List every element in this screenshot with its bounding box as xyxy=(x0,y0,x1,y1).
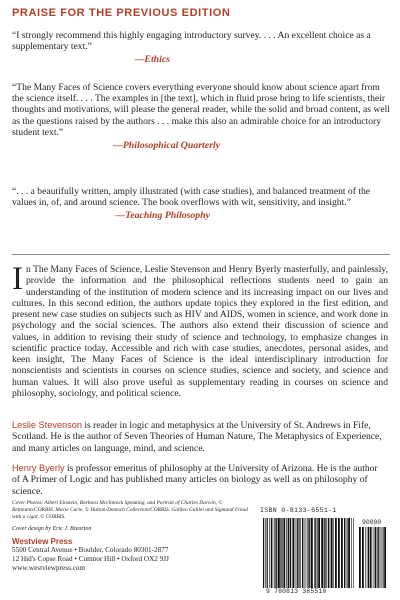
blurb-philosophical-quarterly xyxy=(12,82,390,151)
publisher-website[interactable]: www.westviewpress.com xyxy=(12,564,85,572)
blurb-source: —Philosophical Quarterly xyxy=(113,140,220,152)
section-divider xyxy=(12,254,390,255)
publisher-address-us: 5500 Central Avenue • Boulder, Colorado 80301-2877 xyxy=(12,546,169,554)
author-bio-byerly xyxy=(12,463,388,497)
publisher-address-uk: 12 Hid's Copse Road • Cumnor Hill • Oxford OX2 9JJ xyxy=(12,555,169,563)
photo-credits: Cover Photos: Albert Einstein, Barbara Mcclintock Speaking, and Portrait of Charles Darwin, © Bettmann/CORBIS. Marie Curie, © Hulton-Deutsch Collection/CORBIS. Galileo Galilei and Sigmund Freud with a cigar, © CORBIS. xyxy=(12,500,248,520)
blurb-ethics xyxy=(12,30,390,66)
blurb-source: —Ethics xyxy=(134,54,170,66)
description-text: n The Many Faces of Science, Leslie Stevenson and Henry Byerly masterfully, and painlessly, provide the information and the philosophical reflections students need to gain an understanding of the institution of modern science and its increasing impact on our lives and cultures. In this second edition, the authors update topics they explored in the first edition, and present new case studies on subjects such as HIV and AIDS, women in science, and work done in psychology and the social sciences. The authors also extend their discussion of science and values, in addition to revising their study of science and technology, to emphasize changes in scientific practice today. Accessible and rich with case studies, anecdotes, personal asides, and keen insight, The Many Faces of Science is the ideal interdisciplinary introduction for nonscientists and scientists in courses on science studies, science and society, and science and human values. It will also prove useful as supplementary reading in courses on science and philosophy, sociology, and political science. xyxy=(12,264,388,399)
blurb-quote: “. . . a beautifully written, amply illustrated (with case studies), and balanced treatment of the values in, of, and around science. The book overflows with wit, sensitivity, and insight.” xyxy=(12,186,371,209)
author-bio: is reader in logic and metaphysics at the University of St. Andrews in Fife, Scotland. He is the author of Seven Theories of Human Nature, The Metaphysics of Experience, and many articles on language, mind, and science. xyxy=(12,420,382,454)
author-bio-stevenson xyxy=(12,420,388,454)
author-name: Henry Byerly xyxy=(12,463,65,473)
book-description xyxy=(12,261,388,399)
praise-heading: PRAISE FOR THE PREVIOUS EDITION xyxy=(12,7,231,19)
barcode-addon-number: 90000 xyxy=(362,519,382,526)
design-credit: Cover design by Eric J. Brearton xyxy=(12,526,92,532)
blurb-quote: “The Many Faces of Science covers everything everyone should know about science apart from the science itself. . . . The examples in [the text], which in fluid prose bring to life scientists, their thoughts and motivations, will please the general reader, while the solid and broad content, as well as the questions raised by the authors . . . make this also an admirable choice for an introductory student text.” xyxy=(12,82,390,138)
drop-cap: I xyxy=(12,261,23,297)
blurb-source: —Teaching Philosophy xyxy=(115,210,210,222)
barcode-addon-icon xyxy=(358,527,388,588)
publisher-name: Westview Press xyxy=(12,537,73,546)
barcode-icon xyxy=(262,518,356,588)
blurb-teaching-philosophy xyxy=(12,186,390,222)
isbn-label: ISBN 0-8133-6551-1 xyxy=(260,507,337,514)
author-name: Leslie Stevenson xyxy=(12,420,82,430)
barcode-number: 9 780813 365510 xyxy=(266,588,327,595)
blurb-quote: “I strongly recommend this highly engaging introductory survey. . . . An excellent choice as a supplementary text.” xyxy=(12,30,371,53)
author-bio: is professor emeritus of philosophy at the University of Arizona. He is the author of A Primer of Logic and has published many articles on biology as well as on philosophy of science. xyxy=(12,463,378,497)
publisher-info xyxy=(12,537,169,573)
